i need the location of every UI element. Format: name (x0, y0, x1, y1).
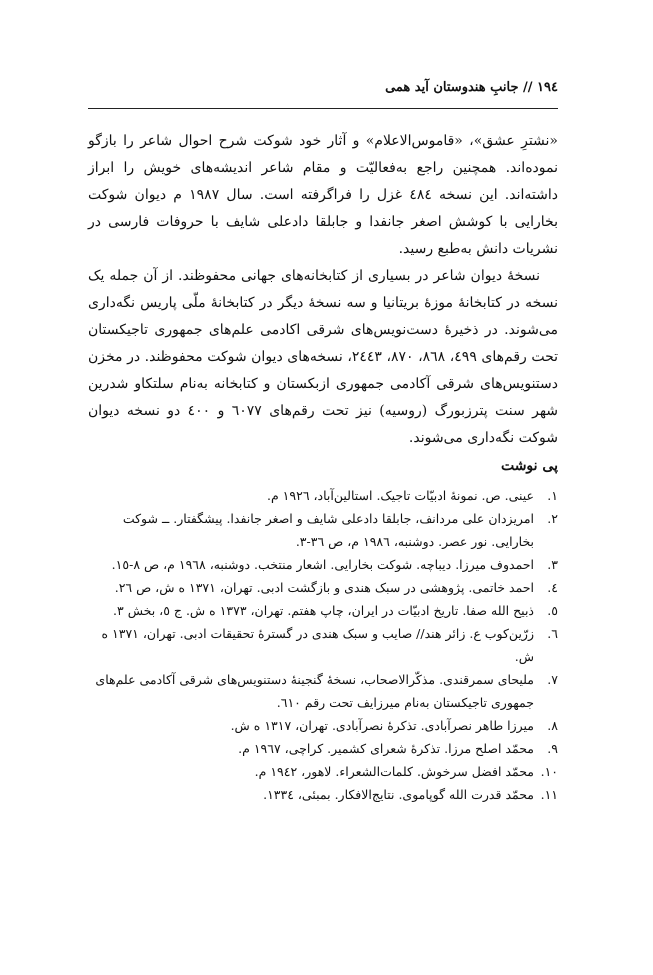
note-text: امریزدان علی مردانف، جابلقا دادعلی شایف و اصغر جانفدا. پیشگفتار. ــ شوکت بخارایی. نور عصر. دوشنبه، ١٩٨٦ م، ص ٣٦-٣. (122, 511, 534, 549)
note-text: ذبیح الله صفا. تاریخ ادبیّات در ایران، چاپ هفتم. تهران، ١٣٧٣ ه ش. ج ٥، بخش ٣. (113, 603, 534, 618)
note-item (88, 737, 558, 760)
note-text: زرّین‌کوب ع. زائر هند// صایب و سبک هندی در گسترهٔ تحقیقات ادبی. تهران، ١٣٧١ ه ش. (101, 626, 534, 664)
note-text: محمّد قدرت الله گوپاموی. نتایج‌الافکار. بمبئی، ١٣٣٤. (263, 787, 534, 802)
note-text: عینی. ص. نمونهٔ ادبیّات تاجیک. استالین‌آباد، ١٩٢٦ م. (266, 488, 534, 503)
note-number: ٨. (547, 718, 558, 733)
notes-heading: پی نوشت (500, 458, 558, 474)
header-rule (88, 108, 558, 109)
note-item (88, 484, 558, 507)
note-number: ٤. (547, 580, 558, 595)
note-number: ٥. (547, 603, 558, 618)
body-text (88, 128, 558, 452)
note-item (88, 783, 558, 806)
note-item (88, 576, 558, 599)
note-item (88, 553, 558, 576)
note-number: ١. (547, 488, 558, 503)
paragraph-2: نسخهٔ دیوان شاعر در بسیاری از کتابخانه‌های جهانی محفوظند. از آن جمله یک نسخه در کتابخانهٔ موزهٔ بریتانیا و سه نسخهٔ دیگر در کتابخانهٔ ملّی پاریس نگه‌داری می‌شوند. در ذخیرهٔ دست‌نویس‌های شرقی اکادمی علم‌های جمهوری تاجیکستان تحت رقم‌های ٤٩٩، ٨٦٨، ٨٧٠، ٢٤٤٣، نسخه‌های دیوان شوکت محفوظند. در مخزن دستنویس‌های شرقی آکادمی جمهوری ازبکستان و کتابخانه به‌نام سلتکاو شدرین شهر سنت پترزبورگ (روسیه) نیز تحت رقم‌های ٦٠٧٧ و ٤٠٠ دو نسخه دیوان شوکت نگه‌داری می‌شوند. (88, 268, 559, 446)
paragraph-1: «نشترِ عشق»، «قاموس‌الاعلام» و آثار خود شوکت شرح احوال شاعر را بازگو نموده‌اند. همچنین راجع به‌فعالیّت و مقام شاعر اندیشه‌های خویش را ابراز داشته‌اند. این نسخه ٤٨٤ غزل را فراگرفته است. سال ١٩٨٧ م دیوان شوکت بخارایی با کوشش اصغر جانفدا و جابلقا دادعلی شایف با حروفات فارسی در نشریات دانش به‌طبع رسید. (88, 133, 558, 257)
note-item (88, 714, 558, 737)
note-number: ٧. (547, 672, 558, 687)
note-item (88, 622, 558, 668)
note-number: ١٠. (540, 764, 558, 779)
note-number: ١١. (540, 787, 558, 802)
note-text: احمد خاتمی. پژوهشی در سبک هندی و بازگشت ادبی. تهران، ١٣٧١ ه ش، ص ٢٦. (114, 580, 534, 595)
running-header: ١٩٤ // جانبِ هندوستان آید همی (385, 80, 558, 95)
note-text: محمّد افضل سرخوش. کلمات‌الشعراء. لاهور، ١٩٤٢ م. (254, 764, 534, 779)
note-text: ملیحای سمرقندی. مذکّرالاصحاب، نسخهٔ گنجینهٔ دستنویس‌های شرقی آکادمی علم‌های جمهوری تاجیکستان به‌نام میرزایف تحت رقم ٦١٠. (95, 672, 534, 710)
notes-list (88, 484, 558, 806)
note-text: میرزا طاهر نصرآبادی. تذکرهٔ نصرآبادی. تهران، ١٣١٧ ه ش. (230, 718, 534, 733)
note-number: ٢. (547, 511, 558, 526)
note-item (88, 507, 558, 553)
note-item (88, 760, 558, 783)
note-number: ٣. (547, 557, 558, 572)
note-text: احمدوف میرزا. دیباچه. شوکت بخارایی. اشعار منتخب. دوشنبه، ١٩٦٨ م، ص ٨-١٥. (111, 557, 534, 572)
note-text: محمّد اصلح مرزا. تذکرهٔ شعرای کشمیر. کراچی، ١٩٦٧ م. (238, 741, 534, 756)
note-number: ٩. (547, 741, 558, 756)
note-item (88, 668, 558, 714)
note-item (88, 599, 558, 622)
note-number: ٦. (547, 626, 558, 641)
